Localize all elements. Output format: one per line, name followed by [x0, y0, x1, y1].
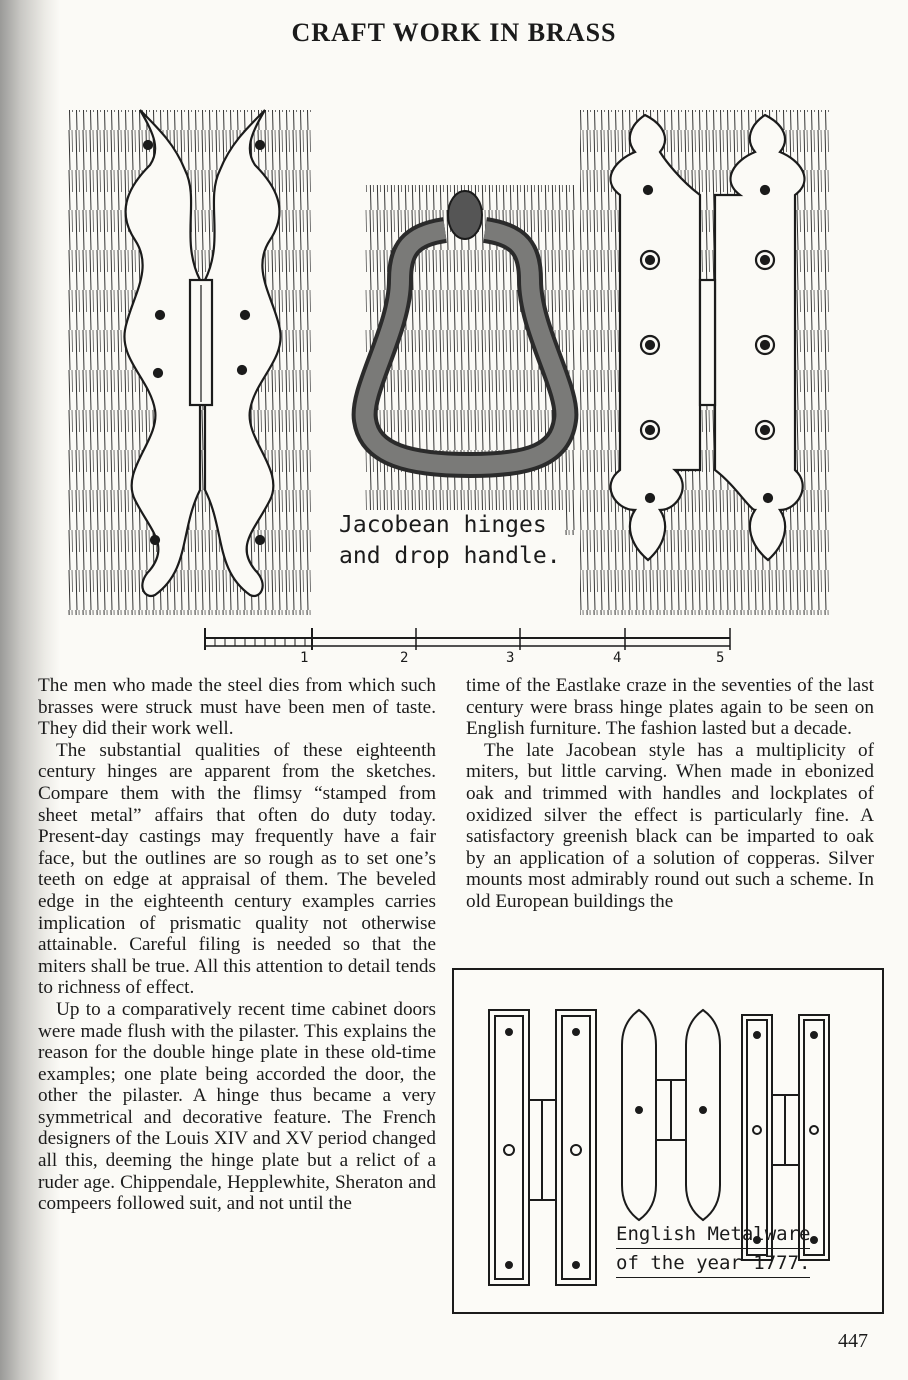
paragraph: The late Jacobean style has a multiplicity of miters, but little carving. When made in ebonized oak and trimmed with handles and lockplates of oxidized silver the effect is particularly fine. A satisfactory greenish black can be imparted to oak by an application of a solution of copperas. Silver mounts most admirably round out such a scheme. In old European buildings the — [466, 739, 874, 912]
paragraph: The substantial qualities of these eighteenth century hinges are apparent from the sketches. Compare them with the flimsy “stamped from sheet metal” affairs that often do duty today. Present-day castings may frequently have a fair face, but the outlines are so rough as to set one’s teeth on edge at appraisal of them. The beveled edge in the eighteenth century examples carries implication of prismatic quality not otherwise attainable. Careful filing is needed so that the miters shall be true. All this attention to detail tends to richness of effect. — [38, 739, 436, 999]
right-column — [466, 675, 874, 913]
paragraph: Up to a comparatively recent time cabinet doors were made flush with the pilaster. This explains the reason for the double hinge plate in these old-time examples; one plate being accorded the door, the other the pilaster. A hinge thus became a very symmetrical and decorative feature. The French designers of the Louis XIV and XV period changed all this, deeming the hinge plate but a relict of a ruder age. Chippendale, Hepplewhite, Sheraton and compeers followed suit, and not until the — [38, 998, 436, 1215]
scale-bar — [205, 628, 730, 665]
caption-line-2: of the year 1777. — [616, 1249, 810, 1278]
left-column — [38, 675, 436, 1215]
scale-label-4: 4 — [613, 650, 622, 665]
figure-caption-jacobean — [335, 510, 565, 572]
page-number: 447 — [838, 1330, 868, 1352]
jacobean-hinges-illustration — [60, 90, 880, 665]
caption-line-1: English Metalware — [616, 1220, 810, 1249]
scale-label-3: 3 — [506, 650, 515, 665]
scale-label-1: 1 — [300, 650, 309, 665]
figure-caption-english-metalware — [616, 1220, 810, 1278]
scale-label-5: 5 — [716, 650, 725, 665]
paragraph: The men who made the steel dies from which such brasses were struck must have been men of taste. They did their work well. — [38, 675, 436, 740]
page-title: CRAFT WORK IN BRASS — [291, 18, 617, 47]
caption-line-1: Jacobean hinges — [339, 512, 547, 538]
paragraph: time of the Eastlake craze in the seventies of the last century were brass hinge plates again to be seen on English furniture. The fashion lasted but a decade. — [466, 675, 874, 740]
caption-line-2: and drop handle. — [339, 543, 561, 569]
scale-label-2: 2 — [400, 650, 409, 665]
